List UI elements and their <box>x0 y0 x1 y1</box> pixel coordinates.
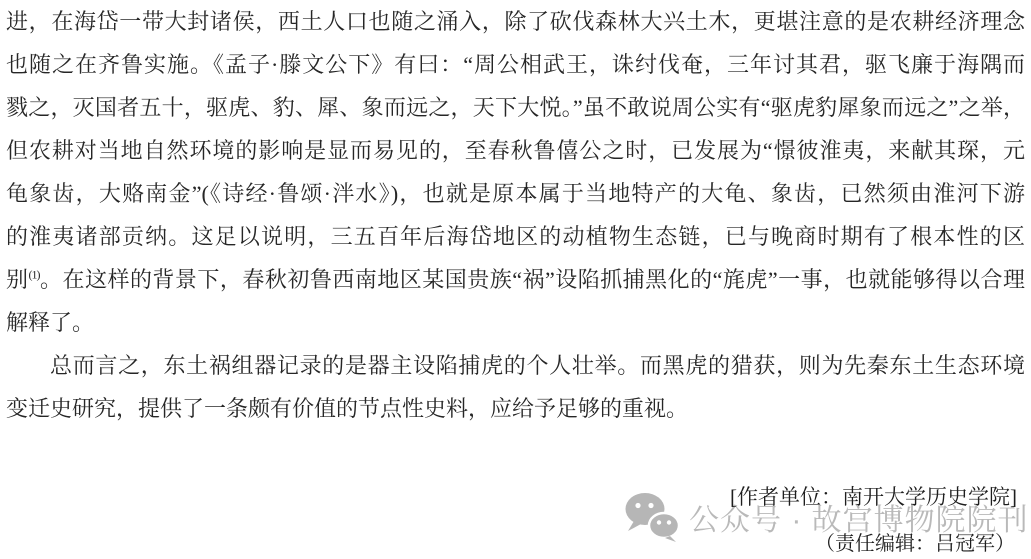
footnote-marker: (1) <box>28 267 40 282</box>
editor-note: （责任编辑：吕冠军） <box>815 533 1015 555</box>
text-segment: 。在这样的背景下，春秋初鲁西南地区某国贵族“祸”设陷抓捕黑化的“旄虎”一事，也就能够得以合理 <box>39 267 1025 292</box>
text-line: 变迁史研究，提供了一条颇有价值的节点性史料，应给予足够的重视。 <box>6 396 689 421</box>
text-line: 但农耕对当地自然环境的影响是显而易见的，至春秋鲁僖公之时，已发展为“憬彼淮夷，来献其琛，元 <box>6 138 1025 163</box>
text-line: 总而言之，东土祸组器记录的是器主设陷捕虎的个人壮举。而黑虎的猎获，则为先秦东土生态环境 <box>50 353 1025 378</box>
text-line-with-footnote <box>6 258 1025 301</box>
wechat-icon <box>624 492 680 542</box>
watermark-text: 公众号 · 故宫博物院院刊 <box>689 504 1029 537</box>
text-line: 龟象齿，大赂南金”(《诗经·鲁颂·泮水》)，也就是原本属于当地特产的大龟、象齿，已然须由淮河下游 <box>6 181 1025 206</box>
article-body <box>6 0 1025 430</box>
text-line: 戮之，灭国者五十，驱虎、豹、犀、象而远之，天下大悦。”虽不敢说周公实有“驱虎豹犀象而远之”之举， <box>6 95 1025 120</box>
author-affiliation: [作者单位：南开大学历史学院] <box>730 485 1017 509</box>
text-line: 解释了。 <box>6 310 95 335</box>
text-line: 也随之在齐鲁实施。《孟子·滕文公下》有曰：“周公相武王，诛纣伐奄，三年讨其君，驱飞廉于海隅而 <box>6 52 1025 77</box>
text-segment: 别 <box>6 267 29 292</box>
text-line: 进，在海岱一带大封诸侯，西土人口也随之涌入，除了砍伐森林大兴土木，更堪注意的是农耕经济理念 <box>6 9 1025 34</box>
text-line: 的淮夷诸部贡纳。这足以说明，三五百年后海岱地区的动植物生态链，已与晚商时期有了根本性的区 <box>6 224 1025 249</box>
